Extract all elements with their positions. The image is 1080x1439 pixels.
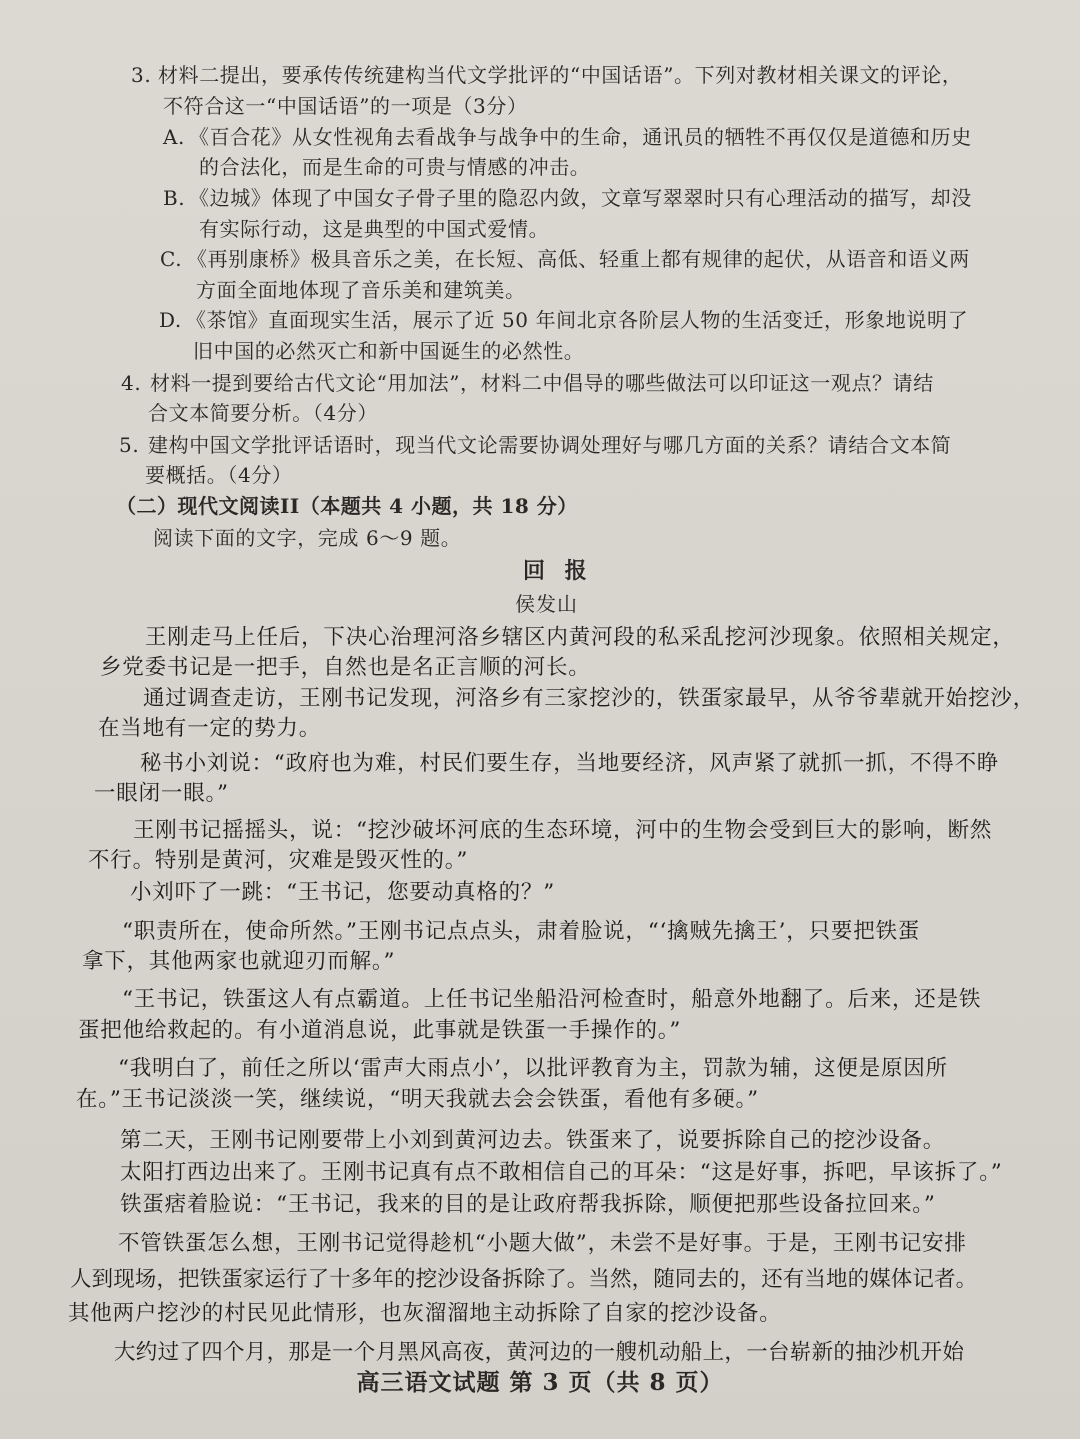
section-instruction: 阅读下面的文字，完成 6～9 题。 xyxy=(153,526,462,550)
question-stem-line: 不符合这一“中国话语”的一项是（3分） xyxy=(163,94,528,118)
question-number: 4. xyxy=(121,371,142,395)
story-line: “我明白了，前任之所以‘雷声大雨点小’，以批评教育为主，罚款为辅，这便是原因所 xyxy=(118,1056,948,1081)
question-number: 5. xyxy=(119,433,140,457)
story-line: 蛋把他给救起的。有小道消息说，此事就是铁蛋一手操作的。” xyxy=(78,1018,682,1043)
option-label-d: D. xyxy=(159,308,182,332)
page-footer: 高三语文试题 第 3 页（共 8 页） xyxy=(356,1369,724,1396)
option-label-c: C. xyxy=(160,247,183,271)
option-a-line: 的合法化，而是生命的可贵与情感的冲击。 xyxy=(199,155,591,179)
story-line: 不管铁蛋怎么想，王刚书记觉得趁机“小题大做”，未尝不是好事。于是，王刚书记安排 xyxy=(118,1231,967,1256)
story-line: 大约过了四个月，那是一个月黑风高夜，黄河边的一艘机动船上，一台崭新的抽沙机开始 xyxy=(114,1340,965,1365)
question-stem-line: 材料二提出，要承传传统建构当代文学批评的“中国话语”。下列对教材相关课文的评论， xyxy=(158,63,963,87)
story-line: 小刘吓了一跳：“王书记，您要动真格的？” xyxy=(130,880,555,905)
question-stem-line: 材料一提到要给古代文论“用加法”，材料二中倡导的哪些做法可以印证这一观点？请结 xyxy=(150,371,934,395)
option-c-line: 《再别康桥》极具音乐之美，在长短、高低、轻重上都有规律的起伏，从语音和语义两 xyxy=(187,247,970,271)
question-stem-line: 合文本简要分析。（4分） xyxy=(148,401,378,425)
story-line: 王刚书记摇摇头，说：“挖沙破坏河底的生态环境，河中的生物会受到巨大的影响，断然 xyxy=(133,818,993,843)
story-line: 拿下，其他两家也就迎刃而解。” xyxy=(82,949,396,974)
story-line: 太阳打西边出来了。王刚书记真有点不敢相信自己的耳朵：“这是好事，拆吧，早该拆了。” xyxy=(120,1160,1003,1185)
story-line: 乡党委书记是一把手，自然也是名正言顺的河长。 xyxy=(100,655,591,680)
story-line: 人到现场，把铁蛋家运行了十多年的挖沙设备拆除了。当然，随同去的，还有当地的媒体记者。 xyxy=(70,1267,978,1292)
option-d-line: 《茶馆》直面现实生活，展示了近 50 年间北京各阶层人物的生活变迁，形象地说明了 xyxy=(186,308,969,332)
story-line: 王刚走马上任后，下决心治理河洛乡辖区内黄河段的私采乱挖河沙现象。依照相关规定， xyxy=(145,625,1015,650)
story-line: 在。”王书记淡淡一笑，继续说，“明天我就去会会铁蛋，看他有多硬。” xyxy=(76,1087,759,1112)
story-line: 其他两户挖沙的村民见此情形，也灰溜溜地主动拆除了自家的挖沙设备。 xyxy=(68,1301,782,1326)
option-label-a: A. xyxy=(163,125,186,149)
option-c-line: 方面全面地体现了音乐美和建筑美。 xyxy=(196,278,526,302)
story-line: 不行。特别是黄河，灾难是毁灭性的。” xyxy=(88,848,469,873)
question-stem-line: 要概括。（4分） xyxy=(145,463,293,487)
question-number: 3. xyxy=(131,63,152,87)
story-line: 第二天，王刚书记刚要带上小刘到黄河边去。铁蛋来了，说要拆除自己的挖沙设备。 xyxy=(120,1128,946,1153)
option-b-line: 《边城》体现了中国女子骨子里的隐忍内敛，文章写翠翠时只有心理活动的描写，却没 xyxy=(189,186,972,210)
option-b-line: 有实际行动，这是典型的中国式爱情。 xyxy=(199,217,550,241)
story-line: 通过调查走访，王刚书记发现，河洛乡有三家挖沙的，铁蛋家最早，从爷爷辈就开始挖沙， xyxy=(143,686,1036,711)
option-d-line: 旧中国的必然灭亡和新中国诞生的必然性。 xyxy=(193,339,585,363)
option-a-line: 《百合花》从女性视角去看战争与战争中的生命，通讯员的牺牲不再仅仅是道德和历史 xyxy=(189,125,972,149)
story-line: 在当地有一定的势力。 xyxy=(98,716,322,741)
story-title: 回 报 xyxy=(523,558,593,584)
story-line: “职责所在，使命所然。”王刚书记点点头，肃着脸说，“‘擒贼先擒王’，只要把铁蛋 xyxy=(122,919,921,944)
story-line: 一眼闭一眼。” xyxy=(94,781,229,806)
story-line: “王书记，铁蛋这人有点霸道。上任书记坐船沿河检查时，船意外地翻了。后来，还是铁 xyxy=(122,987,982,1012)
option-label-b: B. xyxy=(163,186,186,210)
story-author: 侯发山 xyxy=(515,592,578,616)
story-line: 铁蛋痞着脸说：“王书记，我来的目的是让政府帮我拆除，顺便把那些设备拉回来。” xyxy=(120,1192,936,1217)
story-line: 秘书小刘说：“政府也为难，村民们要生存，当地要经济，风声紧了就抓一抓，不得不睁 xyxy=(140,751,1000,776)
section-heading: （二）现代文阅读II（本题共 4 小题，共 18 分） xyxy=(116,494,578,518)
question-stem-line: 建构中国文学批评话语时，现当代文论需要协调处理好与哪几方面的关系？请结合文本简 xyxy=(148,433,952,457)
